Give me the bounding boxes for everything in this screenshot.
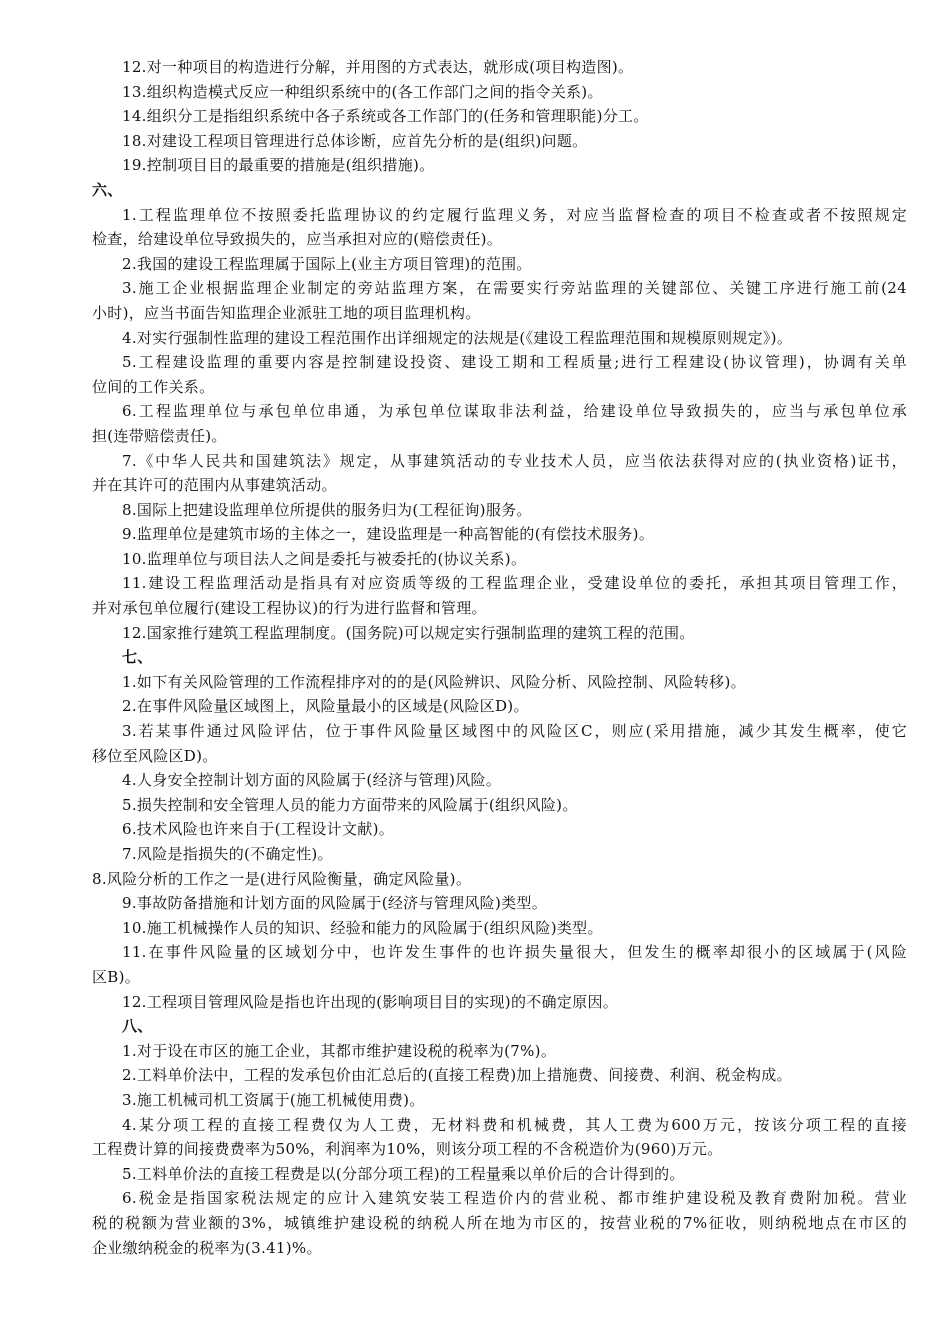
text-line: 4.对实行强制性监理的建设工程范围作出详细规定的法规是(《建设工程监理范围和规模原则规定》)。 — [122, 328, 793, 347]
text-line: 税的税额为营业额的3%，城镇维护建设税的纳税人所在地为市区的，按营业税的7%征收，则纳税地点在市区的 — [92, 1213, 907, 1232]
text-line: 10.施工机械操作人员的知识、经验和能力的风险属于(组织风险)类型。 — [122, 918, 603, 937]
text-line: 2.工料单价法中，工程的发承包价由汇总后的(直接工程费)加上措施费、间接费、利润、税金构成。 — [122, 1066, 792, 1085]
text-line: 12.国家推行建筑工程监理制度。(国务院)可以规定实行强制监理的建筑工程的范围。 — [122, 623, 695, 642]
text-line: 10.监理单位与项目法人之间是委托与被委托的(协议关系)。 — [122, 549, 527, 568]
text-line: 7.《中华人民共和国建筑法》规定，从事建筑活动的专业技术人员，应当依法获得对应的(执业资格)证书， — [122, 451, 907, 470]
text-line: 6.税金是指国家税法规定的应计入建筑安装工程造价内的营业税、都市维护建设税及教育费附加税。营业 — [122, 1189, 907, 1208]
text-line: 8.国际上把建设监理单位所提供的服务归为(工程征询)服务。 — [122, 500, 532, 519]
text-line: 9.监理单位是建筑市场的主体之一，建设监理是一种高智能的(有偿技术服务)。 — [122, 525, 655, 544]
text-line: 9.事故防备措施和计划方面的风险属于(经济与管理风险)类型。 — [122, 894, 548, 913]
text-line: 4.人身安全控制计划方面的风险属于(经济与管理)风险。 — [122, 771, 502, 790]
text-line: 12.工程项目管理风险是指也许出现的(影响项目目的实现)的不确定原因。 — [122, 992, 619, 1011]
text-line: 11.在事件风险量的区域划分中，也许发生事件的也许损失量很大，但发生的概率却很小的区域属于(风险 — [122, 943, 907, 962]
document-body — [92, 55, 907, 1260]
text-line: 1.如下有关风险管理的工作流程排序对的的是(风险辨识、风险分析、风险控制、风险转移)。 — [122, 672, 746, 691]
text-line: 检查，给建设单位导致损失的，应当承担对应的(赔偿责任)。 — [92, 230, 503, 249]
text-line: 7.风险是指损失的(不确定性)。 — [122, 845, 333, 863]
text-line: 6.工程监理单位与承包单位串通，为承包单位谋取非法利益，给建设单位导致损失的，应当与承包单位承 — [122, 402, 907, 421]
section-heading: 七、 — [122, 648, 153, 667]
text-line: 2.我国的建设工程监理属于国际上(业主方项目管理)的范围。 — [122, 254, 532, 273]
section-heading: 八、 — [122, 1017, 153, 1036]
text-line: 12.对一种项目的构造进行分解，并用图的方式表达，就形成(项目构造图)。 — [122, 58, 634, 76]
text-line: 13.组织构造模式反应一种组织系统中的(各工作部门之间的指令关系)。 — [122, 82, 603, 101]
text-line: 6.技术风险也许来自于(工程设计文献)。 — [122, 820, 395, 839]
text-line: 工程费计算的间接费费率为50%，利润率为10%，则该分项工程的不含税造价为(960)万元。 — [92, 1140, 723, 1159]
text-line: 18.对建设工程项目管理进行总体诊断，应首先分析的是(组织)问题。 — [122, 131, 588, 150]
text-line: 小时)，应当书面告知监理企业派驻工地的项目监理机构。 — [92, 303, 481, 322]
text-line: 3.施工机械司机工资属于(施工机械使用费)。 — [122, 1090, 425, 1109]
text-line: 5.工程建设监理的重要内容是控制建设投资、建设工期和工程质量;进行工程建设(协议管理)，协调有关单 — [122, 353, 907, 372]
text-line: 14.组织分工是指组织系统中各子系统或各工作部门的(任务和管理职能)分工。 — [122, 107, 649, 126]
text-line: 4.某分项工程的直接工程费仅为人工费，无材料费和机械费，其人工费为600万元，按该分项工程的直接 — [122, 1115, 907, 1134]
text-line: 1.工程监理单位不按照委托监理协议的约定履行监理义务，对应当监督检查的项目不检查或者不按照规定 — [122, 205, 907, 224]
text-line: 2.在事件风险量区域图上，风险量最小的区域是(风险区D)。 — [122, 697, 529, 716]
text-line: 5.损失控制和安全管理人员的能力方面带来的风险属于(组织风险)。 — [122, 795, 578, 814]
text-line: 并在其许可的范围内从事建筑活动。 — [92, 476, 337, 495]
text-line: 1.对于设在市区的施工企业，其都市维护建设税的税率为(7%)。 — [122, 1041, 557, 1060]
text-line: 8.风险分析的工作之一是(进行风险衡量，确定风险量)。 — [92, 869, 472, 888]
text-line: 5.工料单价法的直接工程费是以(分部分项工程)的工程量乘以单价后的合计得到的。 — [122, 1164, 685, 1183]
text-line: 3.若某事件通过风险评估，位于事件风险量区域图中的风险区C，则应(采用措施，减少其发生概率，使它 — [122, 722, 907, 741]
text-line: 11.建设工程监理活动是指具有对应资质等级的工程监理企业，受建设单位的委托，承担其项目管理工作， — [122, 574, 907, 593]
text-line: 并对承包单位履行(建设工程协议)的行为进行监督和管理。 — [92, 599, 487, 618]
text-line: 区B)。 — [92, 967, 141, 986]
text-line: 移位至风险区D)。 — [92, 746, 218, 765]
text-line: 3.施工企业根据监理企业制定的旁站监理方案，在需要实行旁站监理的关键部位、关键工序进行施工前(24 — [122, 279, 907, 298]
text-line: 位间的工作关系。 — [92, 377, 215, 396]
text-line: 担(连带赔偿责任)。 — [92, 426, 227, 445]
text-line: 企业缴纳税金的税率为(3.41)%。 — [92, 1238, 322, 1257]
section-heading: 六、 — [92, 180, 123, 199]
text-line: 19.控制项目目的最重要的措施是(组织措施)。 — [122, 156, 435, 175]
